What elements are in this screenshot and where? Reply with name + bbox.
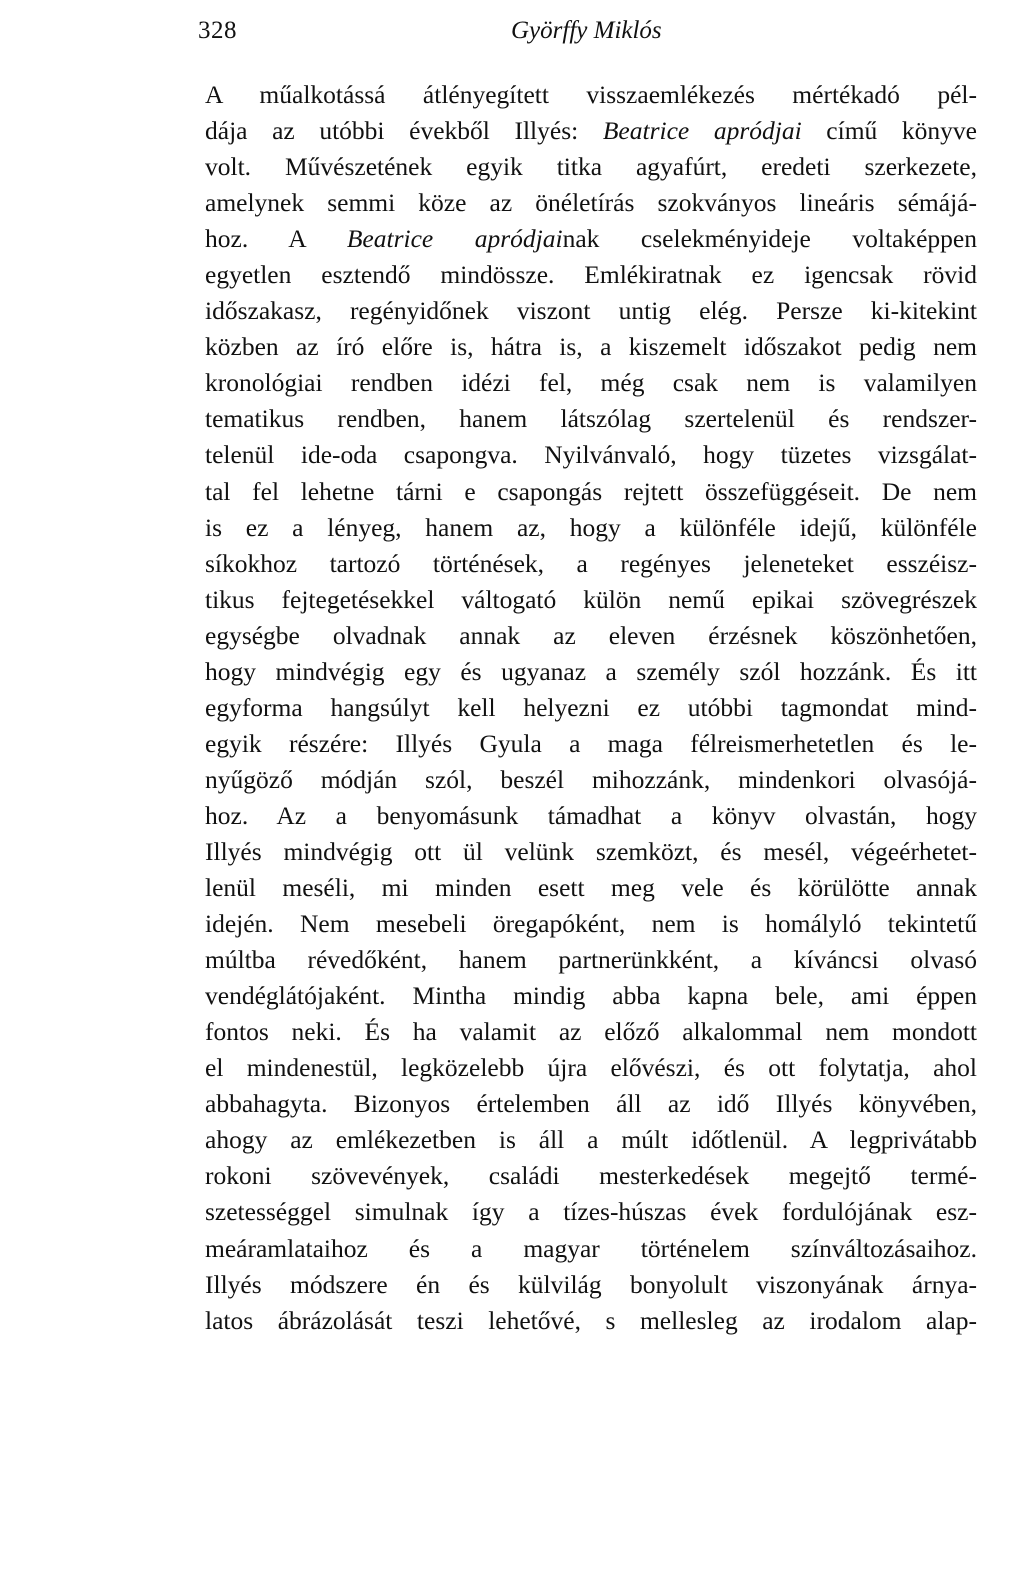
text-run: múltba révedőként, hanem partnerünkként, a kíváncsi olvasó bbox=[205, 945, 977, 975]
text-run: egyik részére: Illyés Gyula a maga félreismerhetetlen és le- bbox=[205, 728, 977, 758]
text-line bbox=[205, 437, 977, 473]
text-run: Illyés mindvégig ott ül velünk szemközt, és mesél, végeérhetet- bbox=[205, 836, 977, 866]
text-line bbox=[205, 654, 977, 690]
text-line bbox=[205, 978, 977, 1014]
text-run: el mindenestül, legközelebb újra elővészi, és ott folytatja, ahol bbox=[205, 1053, 977, 1083]
text-run: dája az utóbbi évekből Illyés: bbox=[205, 116, 603, 146]
text-run: abbahagyta. Bizonyos értelemben áll az idő Illyés könyvében, bbox=[205, 1089, 977, 1119]
body-paragraph bbox=[205, 77, 977, 1339]
text-run: nak cselekményideje voltaképpen bbox=[562, 224, 977, 254]
text-run: Illyés módszere én és külvilág bonyolult viszonyának árnya- bbox=[205, 1269, 977, 1299]
text-run: egyetlen esztendő mindössze. Emlékiratnak ez igencsak rövid bbox=[205, 260, 977, 290]
text-run: meáramlataihoz és a magyar történelem színváltozásaihoz. bbox=[205, 1233, 977, 1263]
text-line bbox=[205, 906, 977, 942]
text-line bbox=[205, 618, 977, 654]
text-run: szetességgel simulnak így a tízes-húszas évek fordulójának esz- bbox=[205, 1197, 977, 1227]
text-line bbox=[205, 365, 977, 401]
text-line bbox=[205, 77, 977, 113]
text-run: kronológiai rendben idézi fel, még csak nem is valamilyen bbox=[205, 368, 977, 398]
text-run: tematikus rendben, hanem látszólag szertelenül és rendszer- bbox=[205, 404, 977, 434]
running-head bbox=[198, 14, 798, 48]
text-run: rokoni szövevények, családi mesterkedések megejtő termé- bbox=[205, 1161, 977, 1191]
text-line bbox=[205, 942, 977, 978]
text-line bbox=[205, 401, 977, 437]
text-line bbox=[205, 798, 977, 834]
text-run: A műalkotássá átlényegített visszaemlékezés mértékadó pél- bbox=[205, 80, 977, 109]
text-run: tal fel lehetne tárni e csapongás rejtett összefüggéseit. De nem bbox=[205, 476, 977, 506]
text-line bbox=[205, 690, 977, 726]
text-run: síkokhoz tartozó történések, a regényes jeleneteket esszéisz- bbox=[205, 548, 977, 578]
text-line bbox=[205, 1231, 977, 1267]
text-run: volt. Művészetének egyik titka agyafúrt, eredeti szerkezete, bbox=[205, 152, 977, 182]
text-line bbox=[205, 474, 977, 510]
text-line bbox=[205, 257, 977, 293]
text-line bbox=[205, 185, 977, 221]
book-title-italic: Beatrice apródjai bbox=[602, 116, 802, 146]
text-line bbox=[205, 762, 977, 798]
text-run: is ez a lényeg, hanem az, hogy a különféle idejű, különféle bbox=[205, 512, 977, 542]
running-title: Györffy Miklós bbox=[511, 17, 662, 44]
text-line bbox=[205, 1086, 977, 1122]
page-number: 328 bbox=[198, 17, 237, 44]
text-run: hogy mindvégig egy és ugyanaz a személy szól hozzánk. És itt bbox=[205, 656, 977, 686]
text-run: hoz. A bbox=[205, 224, 347, 254]
text-run: tikus fejtegetésekkel váltogató külön nemű epikai szövegrészek bbox=[205, 584, 977, 614]
text-line bbox=[205, 293, 977, 329]
text-run: amelynek semmi köze az önéletírás szokványos lineáris sémájá- bbox=[205, 188, 977, 218]
text-run: fontos neki. És ha valamit az előző alkalommal nem mondott bbox=[205, 1017, 977, 1047]
text-run: vendéglátójaként. Mintha mindig abba kapna bele, ami éppen bbox=[205, 981, 977, 1011]
text-line bbox=[205, 546, 977, 582]
text-line bbox=[205, 221, 977, 257]
text-run: telenül ide-oda csapongva. Nyilvánvaló, hogy tüzetes vizsgálat- bbox=[205, 440, 977, 470]
text-run: című könyve bbox=[801, 116, 977, 146]
text-line bbox=[205, 1158, 977, 1194]
text-line bbox=[205, 510, 977, 546]
text-line bbox=[205, 834, 977, 870]
text-run: nyűgöző módján szól, beszél mihozzánk, mindenkori olvasójá- bbox=[205, 764, 977, 794]
text-run: egyforma hangsúlyt kell helyezni ez utóbbi tagmondat mind- bbox=[205, 692, 977, 722]
text-run: ahogy az emlékezetben is áll a múlt időtlenül. A legprivátabb bbox=[205, 1125, 977, 1155]
text-line bbox=[205, 1014, 977, 1050]
text-run: latos ábrázolását teszi lehetővé, s mellesleg az irodalom alap- bbox=[205, 1305, 977, 1335]
book-title-italic: Beatrice apródjai bbox=[346, 224, 563, 254]
text-run: lenül meséli, mi minden esett meg vele és körülötte annak bbox=[205, 873, 977, 903]
text-run: időszakasz, regényidőnek viszont untig elég. Persze ki-kitekint bbox=[205, 296, 977, 326]
text-run: idején. Nem mesebeli öregapóként, nem is homályló tekintetű bbox=[205, 909, 977, 939]
text-run: hoz. Az a benyomásunk támadhat a könyv olvastán, hogy bbox=[205, 800, 977, 830]
text-line bbox=[205, 582, 977, 618]
text-line bbox=[205, 1050, 977, 1086]
text-run: egységbe olvadnak annak az eleven érzésnek köszönhetően, bbox=[205, 620, 977, 650]
text-run: közben az író előre is, hátra is, a kiszemelt időszakot pedig nem bbox=[205, 332, 977, 362]
text-line bbox=[205, 1194, 977, 1230]
text-line bbox=[205, 1267, 977, 1303]
text-line bbox=[205, 329, 977, 365]
text-line bbox=[205, 870, 977, 906]
text-line bbox=[205, 1122, 977, 1158]
text-line bbox=[205, 1303, 977, 1339]
text-line bbox=[205, 726, 977, 762]
text-line bbox=[205, 149, 977, 185]
text-line bbox=[205, 113, 977, 149]
